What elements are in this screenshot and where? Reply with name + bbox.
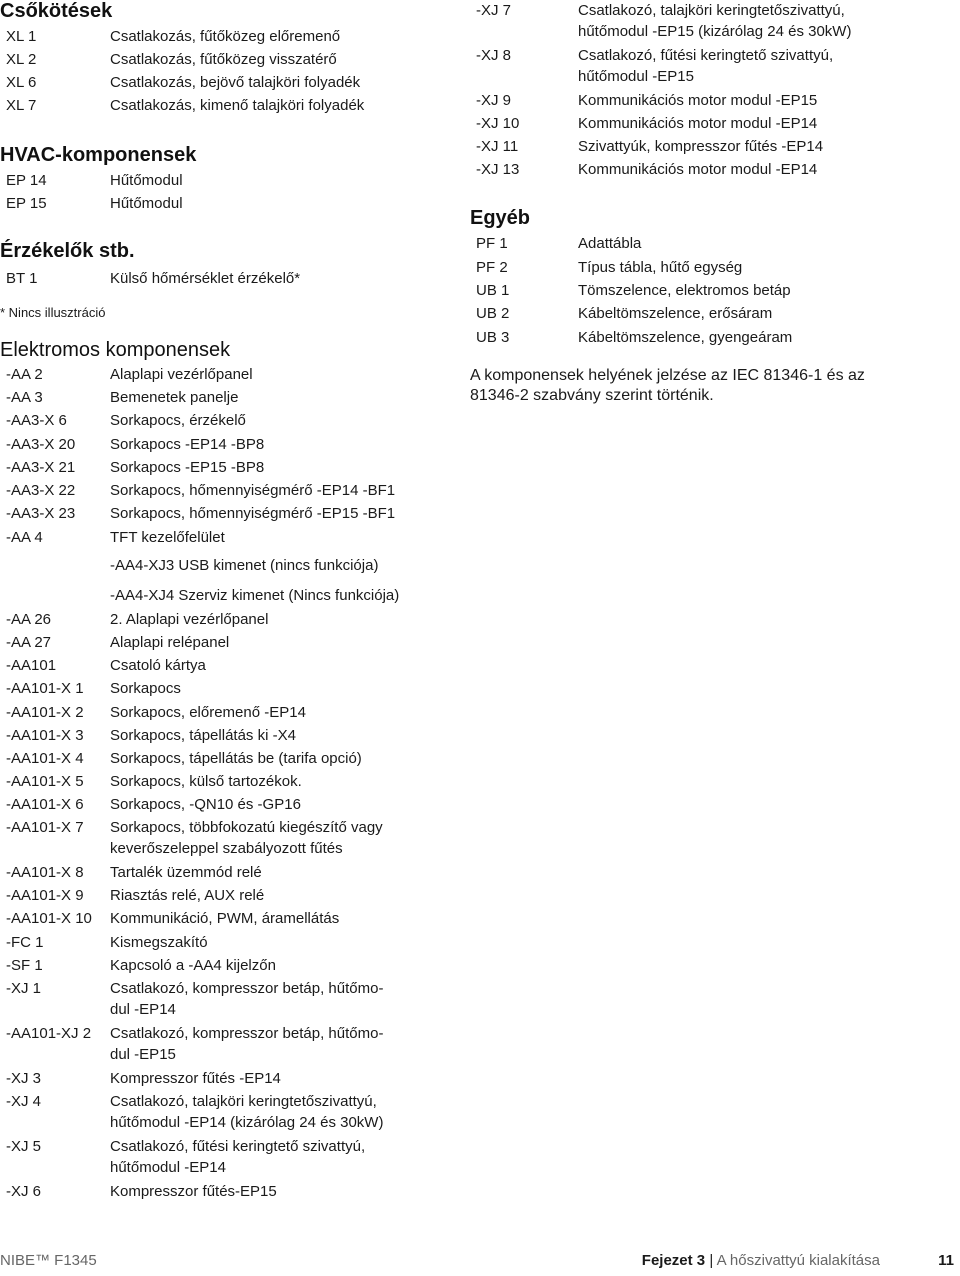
section-title: Elektromos komponensek <box>0 339 231 361</box>
item-description: Külső hőmérséklet érzékelő* <box>110 270 301 287</box>
item-code: -FC 1 <box>6 934 44 951</box>
item-description: Alaplapi vezérlőpanel <box>110 366 253 383</box>
item-description: 2. Alaplapi vezérlőpanel <box>110 611 269 628</box>
section-title: Érzékelők stb. <box>0 240 135 262</box>
item-code: UB 3 <box>476 329 510 346</box>
section-title: HVAC-komponensek <box>0 144 197 166</box>
item-code: -AA 4 <box>6 529 43 546</box>
item-description: Kábeltömszelence, erősáram <box>578 305 773 322</box>
item-code: XL 2 <box>6 51 37 68</box>
item-code: -XJ 7 <box>476 2 512 19</box>
item-description: hűtőmodul -EP15 (kizárólag 24 és 30kW) <box>578 23 852 40</box>
item-description: Szivattyúk, kompresszor fűtés -EP14 <box>578 138 824 155</box>
item-description: Kompresszor fűtés-EP15 <box>110 1183 277 1200</box>
item-description: Csatlakozás, fűtőközeg előremenő <box>110 28 341 45</box>
item-description: Riasztás relé, AUX relé <box>110 887 265 904</box>
item-description: Bemenetek panelje <box>110 389 239 406</box>
item-code: -XJ 11 <box>476 138 519 155</box>
item-description: Kommunikációs motor modul -EP14 <box>578 161 818 178</box>
footer-chapter-label: Fejezet 3 <box>641 1252 706 1269</box>
item-description: Sorkapocs, többfokozatú kiegészítő vagy <box>110 819 383 836</box>
item-description: Kismegszakító <box>110 934 208 951</box>
item-code: -AA3-X 20 <box>6 436 76 453</box>
item-code: -AA101-X 3 <box>6 727 84 744</box>
item-code: PF 1 <box>476 235 508 252</box>
item-code: -AA101-X 9 <box>6 887 84 904</box>
item-code: -AA3-X 22 <box>6 482 76 499</box>
item-code: -AA101-X 8 <box>6 864 84 881</box>
item-description: Sorkapocs, előremenő -EP14 <box>110 704 306 721</box>
item-code: -AA3-X 23 <box>6 505 76 522</box>
item-code: -SF 1 <box>6 957 43 974</box>
item-code: BT 1 <box>6 270 38 287</box>
item-description: Sorkapocs, tápellátás ki -X4 <box>110 727 296 744</box>
page-footer <box>0 1252 960 1276</box>
item-code: -XJ 5 <box>6 1138 42 1155</box>
item-code: -XJ 8 <box>476 47 512 64</box>
page-number: 11 <box>938 1252 954 1269</box>
sub-item: -AA4-XJ4 Szerviz kimenet (Nincs funkciója) <box>110 587 400 604</box>
footer-chapter-title: A hőszivattyú kialakítása <box>716 1252 880 1269</box>
item-code: XL 1 <box>6 28 37 45</box>
footnote: * Nincs illusztráció <box>0 305 106 320</box>
item-description: Kapcsoló a -AA4 kijelzőn <box>110 957 276 974</box>
item-code: -AA101-X 2 <box>6 704 84 721</box>
item-code: -AA 26 <box>6 611 52 628</box>
item-code: -AA101-X 7 <box>6 819 84 836</box>
item-description: Csatlakozás, bejövő talajköri folyadék <box>110 74 361 91</box>
item-description: hűtőmodul -EP14 <box>110 1159 226 1176</box>
item-description: Sorkapocs, külső tartozékok. <box>110 773 302 790</box>
item-code: -AA3-X 6 <box>6 412 67 429</box>
sub-item: -AA4-XJ3 USB kimenet (nincs funkciója) <box>110 557 379 574</box>
item-code: -XJ 13 <box>476 161 520 178</box>
item-code: -AA101 <box>6 657 57 674</box>
item-code: -AA101-X 4 <box>6 750 84 767</box>
item-code: XL 7 <box>6 97 37 114</box>
item-code: -AA101-X 5 <box>6 773 84 790</box>
item-code: -XJ 1 <box>6 980 42 997</box>
description-paragraph: A komponensek helyének jelzése az IEC 81346-1 és az 81346-2 szabvány szerint történik. <box>470 367 865 404</box>
item-code: -XJ 4 <box>6 1093 42 1110</box>
item-description: Csatlakozó, fűtési keringtető szivattyú, <box>578 47 834 64</box>
item-code: PF 2 <box>476 259 508 276</box>
item-description: Hűtőmodul <box>110 172 183 189</box>
item-description: Sorkapocs <box>110 680 181 697</box>
item-code: EP 15 <box>6 195 47 212</box>
item-description: keverőszeleppel szabályozott fűtés <box>110 840 343 857</box>
item-code: -AA101-X 6 <box>6 796 84 813</box>
item-description: Sorkapocs, tápellátás be (tarifa opció) <box>110 750 362 767</box>
item-code: -XJ 3 <box>6 1070 42 1087</box>
item-description: hűtőmodul -EP14 (kizárólag 24 és 30kW) <box>110 1114 384 1131</box>
item-description: Csatlakozó, talajköri keringtetőszivattyú, <box>110 1093 377 1110</box>
item-description: Kompresszor fűtés -EP14 <box>110 1070 281 1087</box>
item-code: EP 14 <box>6 172 47 189</box>
item-description: TFT kezelőfelület <box>110 529 225 546</box>
item-description: hűtőmodul -EP15 <box>578 68 694 85</box>
item-description: Alaplapi relépanel <box>110 634 230 651</box>
footer-chapter <box>642 1252 880 1269</box>
item-description: Sorkapocs, hőmennyiségmérő -EP15 -BF1 <box>110 505 396 522</box>
item-description: dul -EP14 <box>110 1001 176 1018</box>
section-title: Csőkötések <box>0 0 113 22</box>
item-description: Tömszelence, elektromos betáp <box>578 282 791 299</box>
item-description: Sorkapocs -EP14 -BP8 <box>110 436 265 453</box>
item-description: Csatlakozó, kompresszor betáp, hűtőmo- <box>110 1025 384 1042</box>
item-description: Kommunikáció, PWM, áramellátás <box>110 910 340 927</box>
item-description: Csatlakozó, talajköri keringtetőszivattyú, <box>578 2 845 19</box>
item-description: Sorkapocs, érzékelő <box>110 412 246 429</box>
item-description: Sorkapocs -EP15 -BP8 <box>110 459 265 476</box>
item-description: Tartalék üzemmód relé <box>110 864 262 881</box>
item-code: -AA101-X 10 <box>6 910 92 927</box>
item-code: -XJ 9 <box>476 92 512 109</box>
item-code: UB 2 <box>476 305 510 322</box>
item-code: -XJ 6 <box>6 1183 42 1200</box>
item-description: dul -EP15 <box>110 1046 176 1063</box>
footer-brand: NIBE™ F1345 <box>0 1252 97 1269</box>
item-description: Csatlakozó, kompresszor betáp, hűtőmo- <box>110 980 384 997</box>
item-code: -AA 3 <box>6 389 43 406</box>
item-description: Csatlakozás, fűtőközeg visszatérő <box>110 51 337 68</box>
item-code: -AA 27 <box>6 634 52 651</box>
item-description: Csatoló kártya <box>110 657 206 674</box>
item-description: Csatlakozó, fűtési keringtető szivattyú, <box>110 1138 366 1155</box>
item-code: -AA101-X 1 <box>6 680 84 697</box>
item-description: Kommunikációs motor modul -EP15 <box>578 92 818 109</box>
item-code: UB 1 <box>476 282 510 299</box>
item-description: Csatlakozás, kimenő talajköri folyadék <box>110 97 365 114</box>
item-description: Adattábla <box>578 235 642 252</box>
section-title: Egyéb <box>470 207 531 229</box>
item-description: Hűtőmodul <box>110 195 183 212</box>
item-code: -AA3-X 21 <box>6 459 76 476</box>
item-code: -AA101-XJ 2 <box>6 1025 92 1042</box>
item-code: XL 6 <box>6 74 37 91</box>
item-code: -XJ 10 <box>476 115 520 132</box>
item-description: Sorkapocs, hőmennyiségmérő -EP14 -BF1 <box>110 482 396 499</box>
item-description: Kábeltömszelence, gyengeáram <box>578 329 793 346</box>
item-description: Típus tábla, hűtő egység <box>578 259 743 276</box>
item-code: -AA 2 <box>6 366 43 383</box>
item-description: Kommunikációs motor modul -EP14 <box>578 115 818 132</box>
footer-separator: | <box>709 1252 714 1269</box>
item-description: Sorkapocs, -QN10 és -GP16 <box>110 796 301 813</box>
